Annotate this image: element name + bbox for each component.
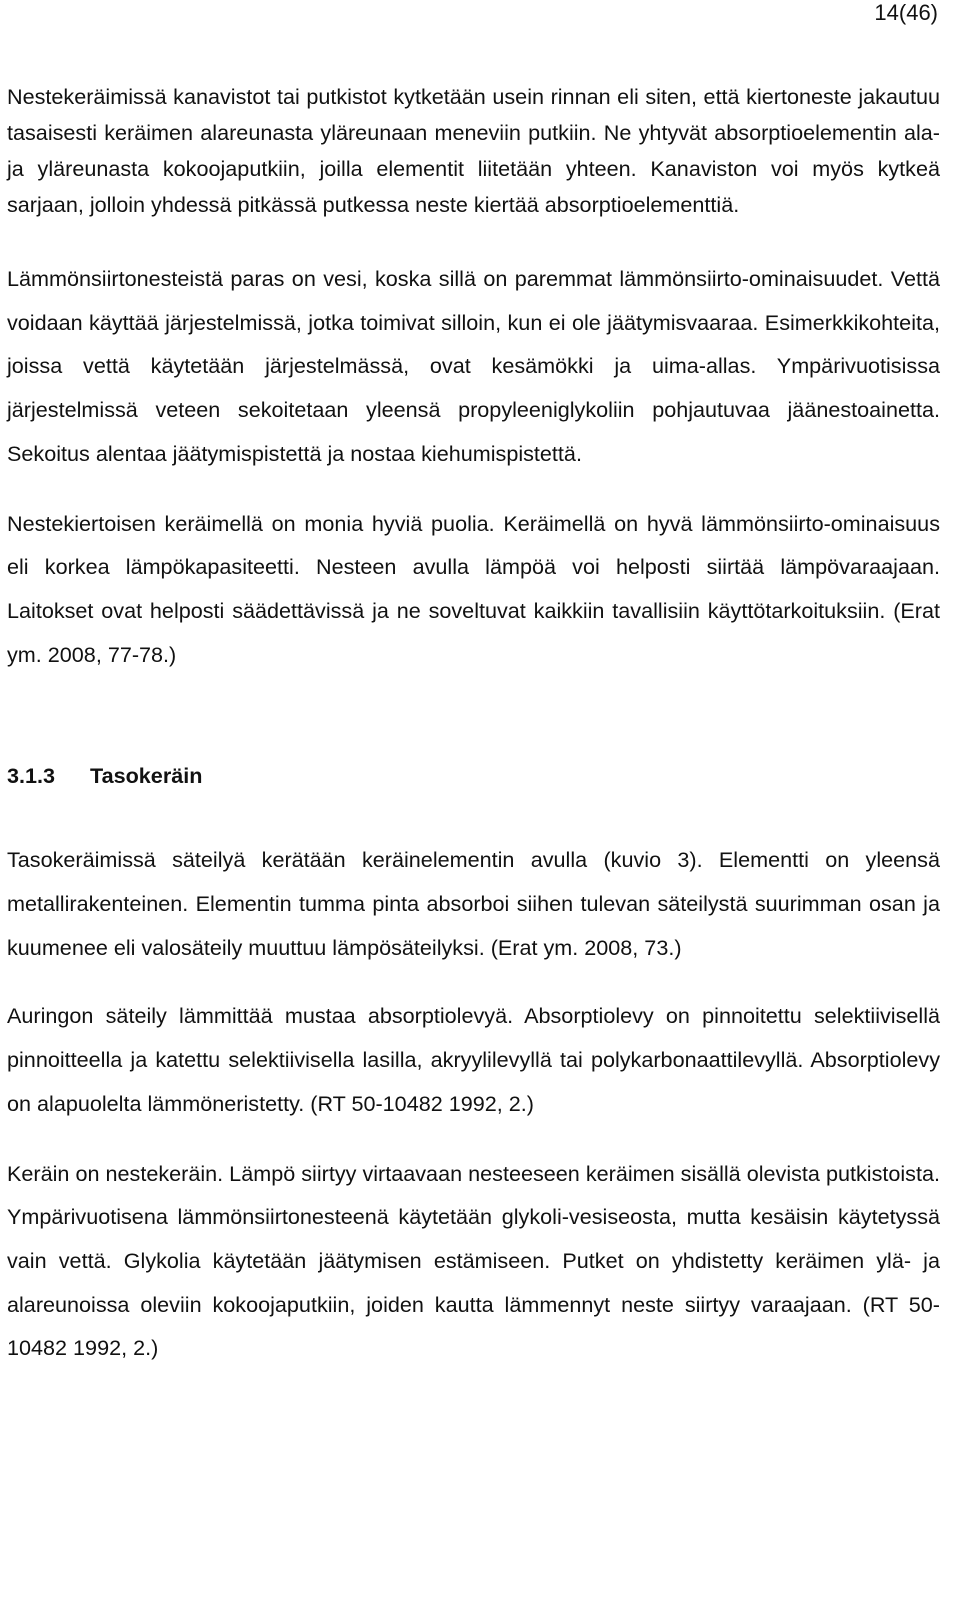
section-heading <box>7 763 940 789</box>
paragraph-flat-plate-collector: Tasokeräimissä säteilyä kerätään keräinelementin avulla (kuvio 3). Elementti on yleensä metallirakenteinen. Elementin tumma pinta absorboi siihen tulevan säteilystä suurimman osan ja kuumenee eli valosäteily muuttuu lämpösäteilyksi. (Erat ym. 2008, 73.) <box>7 847 940 960</box>
document-body <box>7 79 940 1370</box>
paragraph-liquid-collector: Keräin on nestekeräin. Lämpö siirtyy virtaavaan nesteeseen keräimen sisällä olevista putkistoista. Ympärivuotisena lämmönsiirtonesteenä käytetään glykoli-vesiseosta, mutta kesäisin käytetyssä vain vettä. Glykolia käytetään jäätymisen estämiseen. Putket on yhdistetty keräimen ylä- ja alareunoissa oleviin kokoojaputkiin, joiden kautta lämmennyt neste siirtyy varaajaan. (RT 50-10482 1992, 2.) <box>7 1160 940 1361</box>
paragraph-heat-transfer-fluids: Lämmönsiirtonesteistä paras on vesi, koska sillä on paremmat lämmönsiirto-ominaisuudet. Vettä voidaan käyttää järjestelmissä, jotka toimivat silloin, kun ei ole jäätymisvaaraa. Esimerkkikohteita, joissa vettä käytetään järjestelmässä, ovat kesämökki ja uima-allas. Ympärivuotisissa järjestelmissä veteen sekoitetaan yleensä propyleeniglykoliin pohjautuvaa jäänestoainetta. Sekoitus alentaa jäätymispistettä ja nostaa kiehumispistettä. <box>7 266 940 466</box>
paragraph-collector-piping: Nestekeräimissä kanavistot tai putkistot kytketään usein rinnan eli siten, että kiertoneste jakautuu tasaisesti keräimen alareunasta yläreunaan meneviin putkiin. Ne yhtyvät absorptioelementin ala- ja yläreunasta kokoojaputkiin, joilla elementit liitetään yhteen. Kanaviston voi myös kytkeä sarjaan, jolloin yhdessä pitkässä putkessa neste kiertää absorptioelementtiä. <box>7 84 940 217</box>
section-title: Tasokeräin <box>90 763 203 789</box>
page-number: 14(46) <box>874 0 938 25</box>
section-number: 3.1.3 <box>7 763 56 789</box>
paragraph-absorber-plate: Auringon säteily lämmittää mustaa absorptiolevyä. Absorptiolevy on pinnoitettu selektiivisellä pinnoitteella ja katettu selektiivisella lasilla, akryylilevyllä tai polykarbonaattilevyllä. Absorptiolevy on alapuolelta lämmöneristetty. (RT 50-10482 1992, 2.) <box>7 1003 940 1116</box>
paragraph-liquid-collector-benefits: Nestekiertoisen keräimellä on monia hyviä puolia. Keräimellä on hyvä lämmönsiirto-ominaisuus eli korkea lämpökapasiteetti. Nesteen avulla lämpöä voi helposti siirtää lämpövaraajaan. Laitokset ovat helposti säädettävissä ja ne soveltuvat kaikkiin tavallisiin käyttötarkoituksiin. (Erat ym. 2008, 77-78.) <box>7 510 940 667</box>
